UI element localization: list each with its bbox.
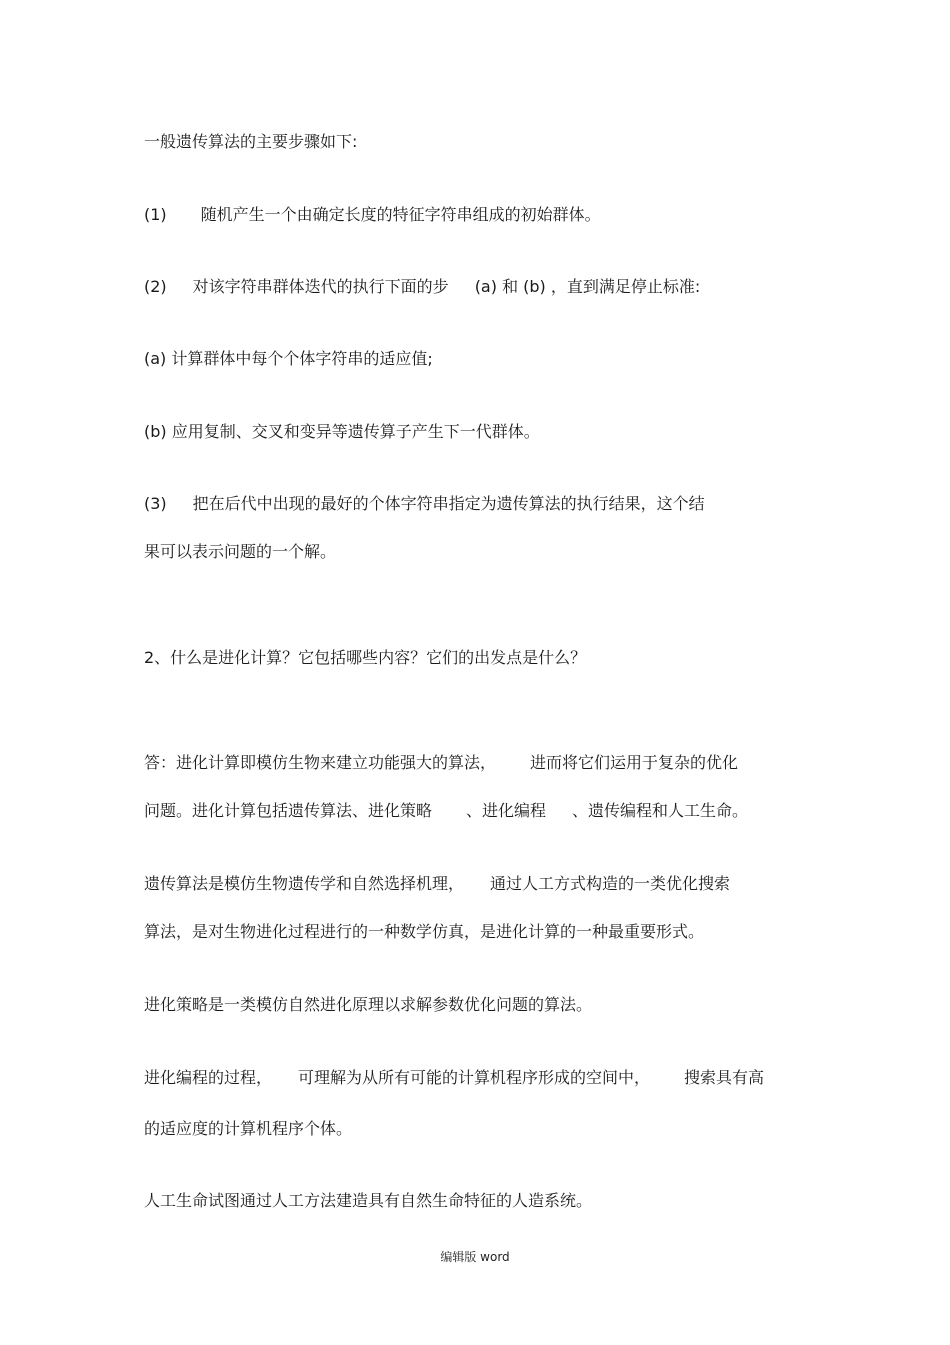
page-footer: 编辑版 word xyxy=(440,1250,510,1264)
step-2-text-a: 对该字符串群体迭代的执行下面的步 xyxy=(192,277,449,296)
answer-line-1a: 答：进化计算即模仿生物来建立功能强大的算法， xyxy=(144,753,497,772)
al-paragraph: 人工生命试图通过人工方法建造具有自然生命特征的人造系统。 xyxy=(144,1191,593,1210)
step-1 xyxy=(144,204,601,226)
step-1-text: 随机产生一个由确定长度的特征字符串组成的初始群体。 xyxy=(200,205,601,224)
ep-line-1c: 搜索具有高 xyxy=(684,1068,765,1087)
ep-line-1b: 可理解为从所有可能的计算机程序形成的空间中， xyxy=(298,1068,651,1087)
question-heading: 2、什么是进化计算？它包括哪些内容？它们的出发点是什么？ xyxy=(144,648,587,667)
ep-line-1a: 进化编程的过程， xyxy=(144,1068,273,1087)
sub-step-a: (a) 计算群体中每个个体字符串的适应值; xyxy=(144,349,433,368)
ep-line-2: 的适应度的计算机程序个体。 xyxy=(144,1119,353,1138)
ga-line-1 xyxy=(144,873,730,895)
step-1-number: (1) xyxy=(144,205,167,224)
step-3 xyxy=(144,493,705,515)
answer-line-2c: 、遗传编程和人工生命。 xyxy=(572,801,749,820)
step-3-text: 把在后代中出现的最好的个体字符串指定为遗传算法的执行结果，这个结 xyxy=(192,494,705,513)
answer-line-1b: 进而将它们运用于复杂的优化 xyxy=(530,753,739,772)
step-3-number: (3) xyxy=(144,494,167,513)
answer-line-2a: 问题。进化计算包括遗传算法、进化策略 xyxy=(144,801,433,820)
ga-line-2: 算法，是对生物进化过程进行的一种数学仿真，是进化计算的一种最重要形式。 xyxy=(144,922,705,941)
ga-line-1b: 通过人工方式构造的一类优化搜索 xyxy=(490,874,731,893)
answer-line-1 xyxy=(144,752,738,774)
es-paragraph: 进化策略是一类模仿自然进化原理以求解参数优化问题的算法。 xyxy=(144,995,593,1014)
step-2-number: (2) xyxy=(144,277,167,296)
sub-step-b: (b) 应用复制、交叉和变异等遗传算子产生下一代群体。 xyxy=(144,422,540,441)
step-2 xyxy=(144,276,700,298)
step-2-text-b: (a) 和 (b) ，直到满足停止标准: xyxy=(474,277,701,296)
ga-line-1a: 遗传算法是模仿生物遗传学和自然选择机理， xyxy=(144,874,465,893)
step-3-continuation: 果可以表示问题的一个解。 xyxy=(144,542,337,561)
ep-line-1 xyxy=(144,1067,764,1089)
answer-line-2b: 、进化编程 xyxy=(466,801,547,820)
answer-line-2 xyxy=(144,800,748,822)
intro-text: 一般遗传算法的主要步骤如下: xyxy=(144,132,358,151)
